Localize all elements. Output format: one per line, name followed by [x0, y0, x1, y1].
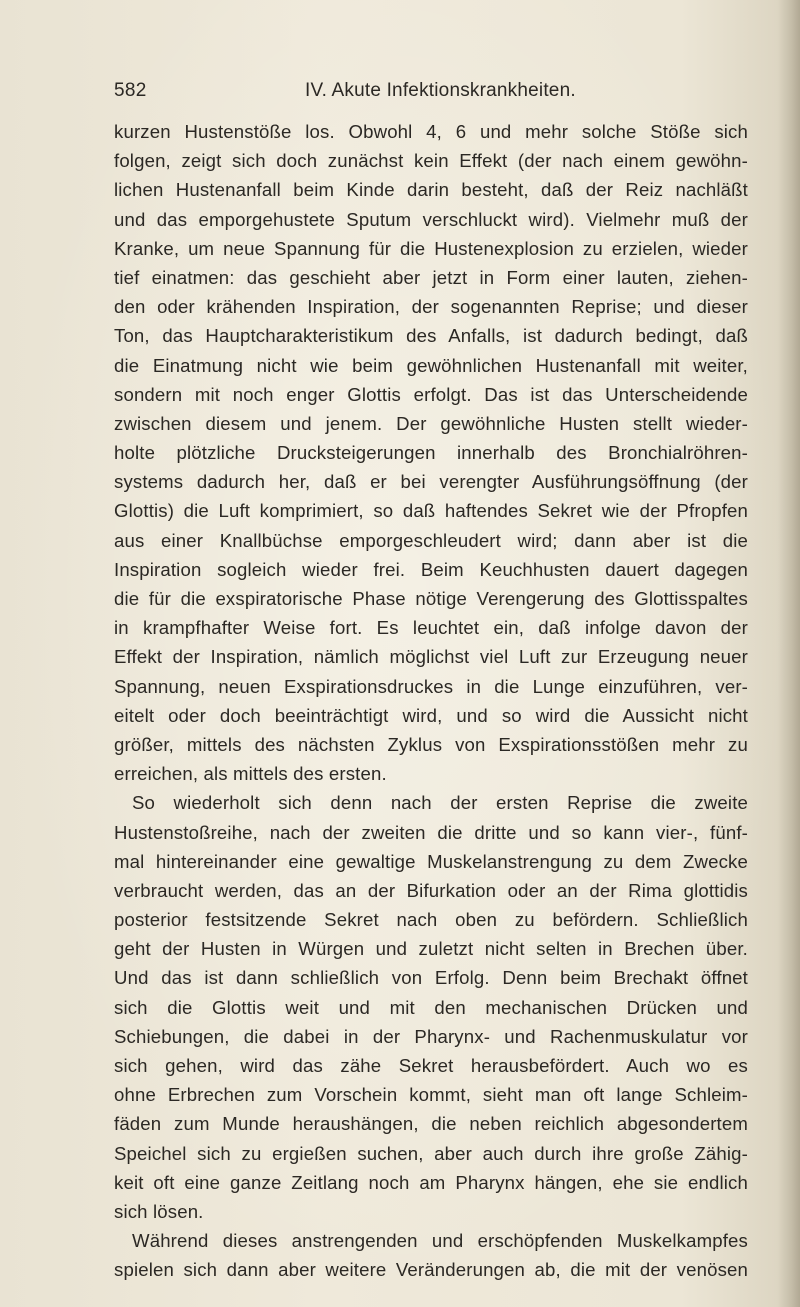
text-line: verbraucht werden, das an der Bifurkation oder an der Rima glottidis: [114, 879, 748, 901]
text-line: kurzen Hustenstöße los. Obwohl 4, 6 und mehr solche Stöße sich: [114, 121, 748, 142]
text-line: Glottis) die Luft komprimiert, so daß haftendes Sekret wie der Pfropfen: [114, 500, 748, 522]
text-line: posterior festsitzende Sekret nach oben zu befördern. Schließlich: [114, 909, 748, 931]
text-line: fäden zum Munde heraushängen, die neben reichlich abgesondertem: [114, 1113, 748, 1135]
text-line: Effekt der Inspiration, nämlich möglichst viel Luft zur Erzeugung neuer: [114, 646, 748, 668]
text-line: aus einer Knallbüchse emporgeschleudert wird; dann aber ist die: [114, 529, 748, 551]
text-line: spielen sich dann aber weitere Veränderungen ab, die mit der venösen: [114, 1259, 748, 1281]
text-line: folgen, zeigt sich doch zunächst kein Effekt (der nach einem gewöhn-: [114, 150, 748, 172]
text-line: Kranke, um neue Spannung für die Hustenexplosion zu erzielen, wieder: [114, 237, 748, 259]
text-line: So wiederholt sich denn nach der ersten Reprise die zweite: [132, 792, 748, 814]
text-line: die für die exspiratorische Phase nötige Verengerung des Glottisspaltes: [114, 588, 748, 609]
text-line: lichen Hustenanfall beim Kinde darin besteht, daß der Reiz nachläßt: [114, 179, 748, 201]
page-edge-shadow: [778, 0, 800, 1307]
text-line: holte plötzliche Drucksteigerungen innerhalb des Bronchialröhren-: [114, 442, 748, 464]
text-line: sich lösen.: [114, 1200, 204, 1222]
text-line: erreichen, als mittels des ersten.: [114, 763, 387, 785]
text-line: sondern mit noch enger Glottis erfolgt. Das ist das Unterscheidende: [114, 383, 748, 405]
text-line: Spannung, neuen Exspirationsdruckes in die Lunge einzuführen, ver-: [114, 675, 748, 697]
text-line: ohne Erbrechen zum Vorschein kommt, sieht man oft lange Schleim-: [114, 1084, 748, 1106]
text-line: die Einatmung nicht wie beim gewöhnlichen Hustenanfall mit weiter,: [114, 354, 748, 376]
text-line: Und das ist dann schließlich von Erfolg. Denn beim Brechakt öffnet: [114, 967, 748, 989]
text-line: sich gehen, wird das zähe Sekret herausbefördert. Auch wo es: [114, 1055, 748, 1076]
text-line: keit oft eine ganze Zeitlang noch am Pharynx hängen, ehe sie endlich: [114, 1171, 748, 1193]
text-line: tief einatmen: das geschieht aber jetzt in Form einer lauten, ziehen-: [114, 266, 748, 288]
text-line: größer, mittels des nächsten Zyklus von Exspirationsstößen mehr zu: [114, 733, 748, 755]
text-line: Ton, das Hauptcharakteristikum des Anfalls, ist dadurch bedingt, daß: [114, 325, 748, 347]
page-number: 582: [114, 80, 147, 101]
text-line: zwischen diesem und jenem. Der gewöhnliche Husten stellt wieder-: [114, 412, 748, 434]
text-line: Während dieses anstrengenden und erschöpfenden Muskelkampfes: [132, 1230, 748, 1252]
text-line: mal hintereinander eine gewaltige Muskelanstrengung zu dem Zwecke: [114, 850, 748, 872]
text-line: Speichel sich zu ergießen suchen, aber auch durch ihre große Zähig-: [114, 1142, 748, 1164]
text-line: eitelt oder doch beeinträchtigt wird, und so wird die Aussicht nicht: [114, 704, 748, 726]
text-line: Schiebungen, die dabei in der Pharynx- und Rachenmuskulatur vor: [114, 1025, 748, 1047]
running-head: IV. Akute Infektionskrankheiten.: [305, 80, 576, 101]
text-line: Hustenstoßreihe, nach der zweiten die dritte und so kann vier-, fünf-: [114, 821, 748, 843]
text-line: geht der Husten in Würgen und zuletzt nicht selten in Brechen über.: [114, 938, 748, 960]
text-line: sich die Glottis weit und mit den mechanischen Drücken und: [114, 996, 748, 1018]
text-line: Inspiration sogleich wieder frei. Beim Keuchhusten dauert dagegen: [114, 558, 748, 580]
text-line: systems dadurch her, daß er bei verengter Ausführungsöffnung (der: [114, 471, 748, 493]
body-text: [114, 117, 748, 1285]
text-line: in krampfhafter Weise fort. Es leuchtet ein, daß infolge davon der: [114, 617, 748, 639]
text-line: und das emporgehustete Sputum verschluckt wird). Vielmehr muß der: [114, 208, 748, 230]
text-line: den oder krähenden Inspiration, der sogenannten Reprise; und dieser: [114, 296, 748, 318]
